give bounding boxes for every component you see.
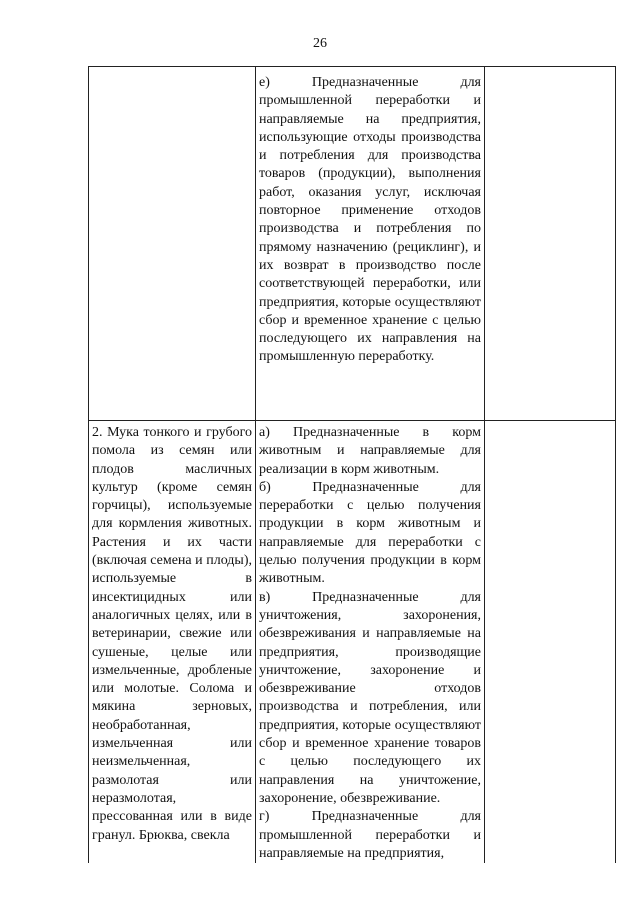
row1-product-cell (89, 67, 256, 421)
table-row (89, 67, 616, 421)
page-number: 26 (313, 36, 327, 51)
purpose-item-v: в) Предназначенные для уничтожения, захоронения, обезвреживания и направляемые на предприятия, производящие уничтожение, захоронение и обезвреживание отходов производства и потребления, или предприятия, которые осуществляют сбор и временное хранение товаров с целью последующего их направления на уничтожение, захоронение, обезвреживание. (259, 589, 481, 806)
purpose-item-b: б) Предназначенные для переработки с целью получения продукции в корм животным и направляемые для переработки с целью получения продукции в корм животным. (259, 479, 481, 587)
document-table (88, 66, 616, 863)
row1-notes-cell (485, 67, 616, 421)
purpose-item-e: е) Предназначенные для промышленной переработки и направляемые на предприятия, использующие отходы производства и потребления для производства товаров (продукции), выполнения работ, оказания услуг, исключая повторное применение отходов производства и потребления по прямому назначению (рециклинг), и их возврат в производство после соответствующей переработки, или предприятия, которые осуществляют сбор и временное хранение с целью последующего их направления на промышленную переработку. (259, 75, 481, 365)
table-row (89, 421, 616, 864)
row2-purpose-cell (256, 421, 485, 864)
purpose-item-a: а) Предназначенные в корм животным и направляемые для реализации в корм животным. (259, 425, 481, 477)
row2-product-cell (89, 421, 256, 864)
row1-purpose-cell (256, 67, 485, 421)
purpose-item-g: г) Предназначенные для промышленной переработки и направляемые на предприятия, (259, 809, 481, 861)
row2-notes-cell (485, 421, 616, 864)
product-description: 2. Мука тонкого и грубого помола из семян или плодов масличных культур (кроме семян горчицы), используемые для кормления животных. Растения и их части (включая семена и плоды), используемые в инсектицидных или аналогичных целях, или в ветеринарии, свежие или сушеные, целые или измельченные, дробленые или молотые. Солома и мякина зерновых, необработанная, измельченная или неизмельченная, размолотая или неразмолотая, прессованная или в виде гранул. Брюква, свекла (92, 425, 252, 843)
